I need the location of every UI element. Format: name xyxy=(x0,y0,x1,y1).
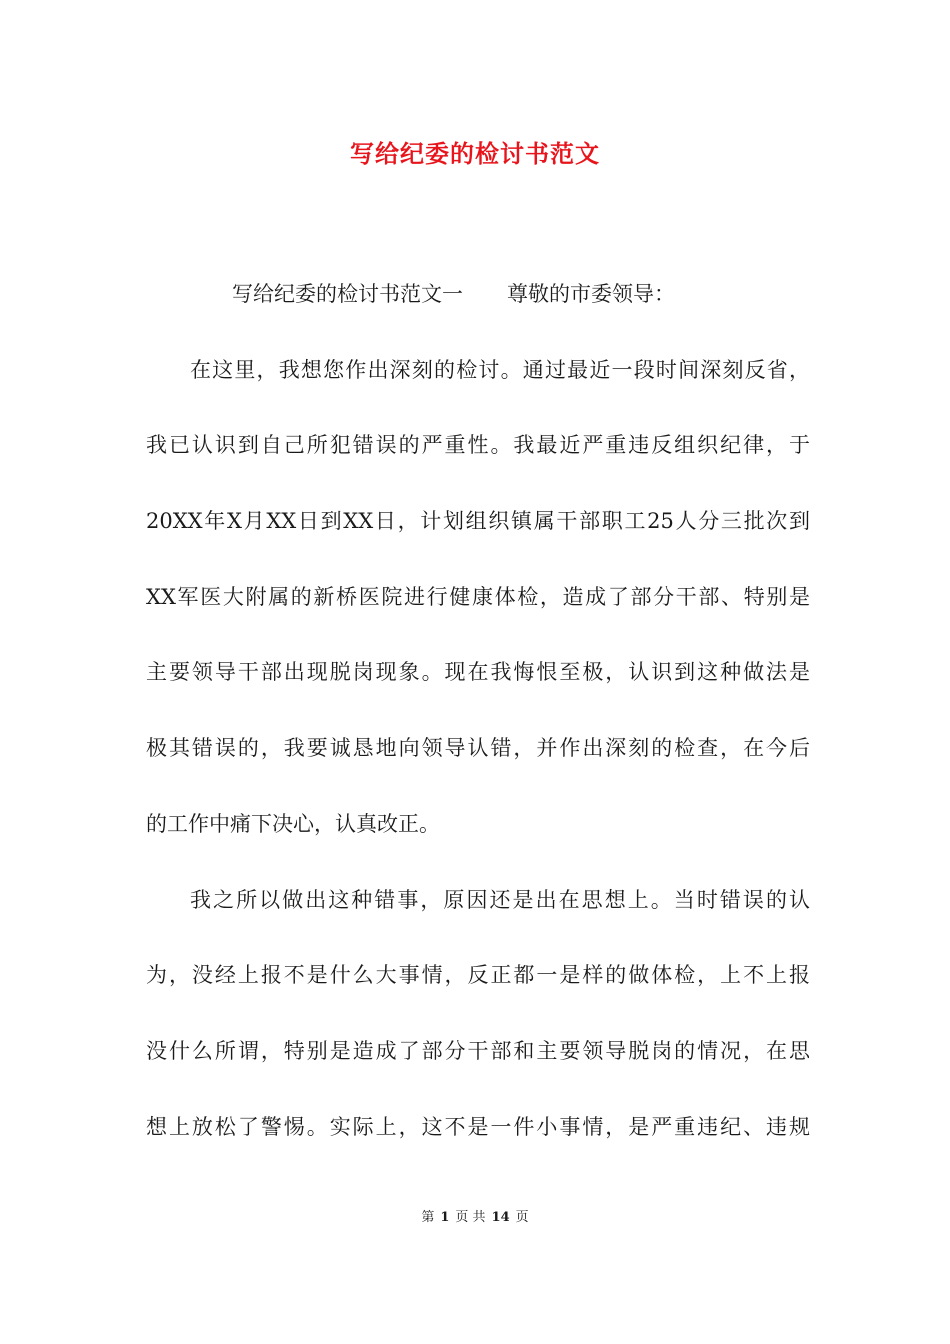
document-body xyxy=(146,272,810,1180)
footer-middle: 页 共 xyxy=(455,1210,486,1225)
paragraph-line: 极其错误的，我要诚恳地向领导认错，并作出深刻的检查，在今后 xyxy=(146,736,810,761)
page-footer xyxy=(0,1206,950,1230)
paragraph-line: 想上放松了警惕。实际上，这不是一件小事情，是严重违纪、违规 xyxy=(146,1114,810,1139)
paragraph-line: 没什么所谓，特别是造成了部分干部和主要领导脱岗的情况，在思 xyxy=(146,1038,810,1063)
footer-prefix: 第 xyxy=(421,1210,435,1225)
section-heading: 写给纪委的检讨书范文一 xyxy=(232,282,463,306)
total-page-count: 14 xyxy=(491,1210,510,1225)
paragraph-line: 20XX年X月XX日到XX日，计划组织镇属干部职工25人分三批次到 xyxy=(146,509,810,534)
document-title: 写给纪委的检讨书范文 xyxy=(350,139,600,168)
paragraph-line: 的工作中痛下决心，认真改正。 xyxy=(146,811,440,836)
salutation: 尊敬的市委领导： xyxy=(507,282,675,306)
current-page-number: 1 xyxy=(440,1210,450,1225)
paragraph-line: 主要领导干部出现脱岗现象。现在我悔恨至极，认识到这种做法是 xyxy=(146,660,810,685)
paragraph-line: 我之所以做出这种错事，原因还是出在思想上。当时错误的认 xyxy=(190,887,810,912)
footer-suffix: 页 xyxy=(515,1210,529,1225)
paragraph-line: 在这里，我想您作出深刻的检讨。通过最近一段时间深刻反省， xyxy=(190,357,810,382)
paragraph-line: 为，没经上报不是什么大事情，反正都一是样的做体检，上不上报 xyxy=(146,963,810,988)
paragraph-line: 我已认识到自己所犯错误的严重性。我最近严重违反组织纪律，于 xyxy=(146,433,810,458)
paragraph-line: XX军医大附属的新桥医院进行健康体检，造成了部分干部、特别是 xyxy=(146,584,810,609)
salutation-line xyxy=(146,272,810,348)
